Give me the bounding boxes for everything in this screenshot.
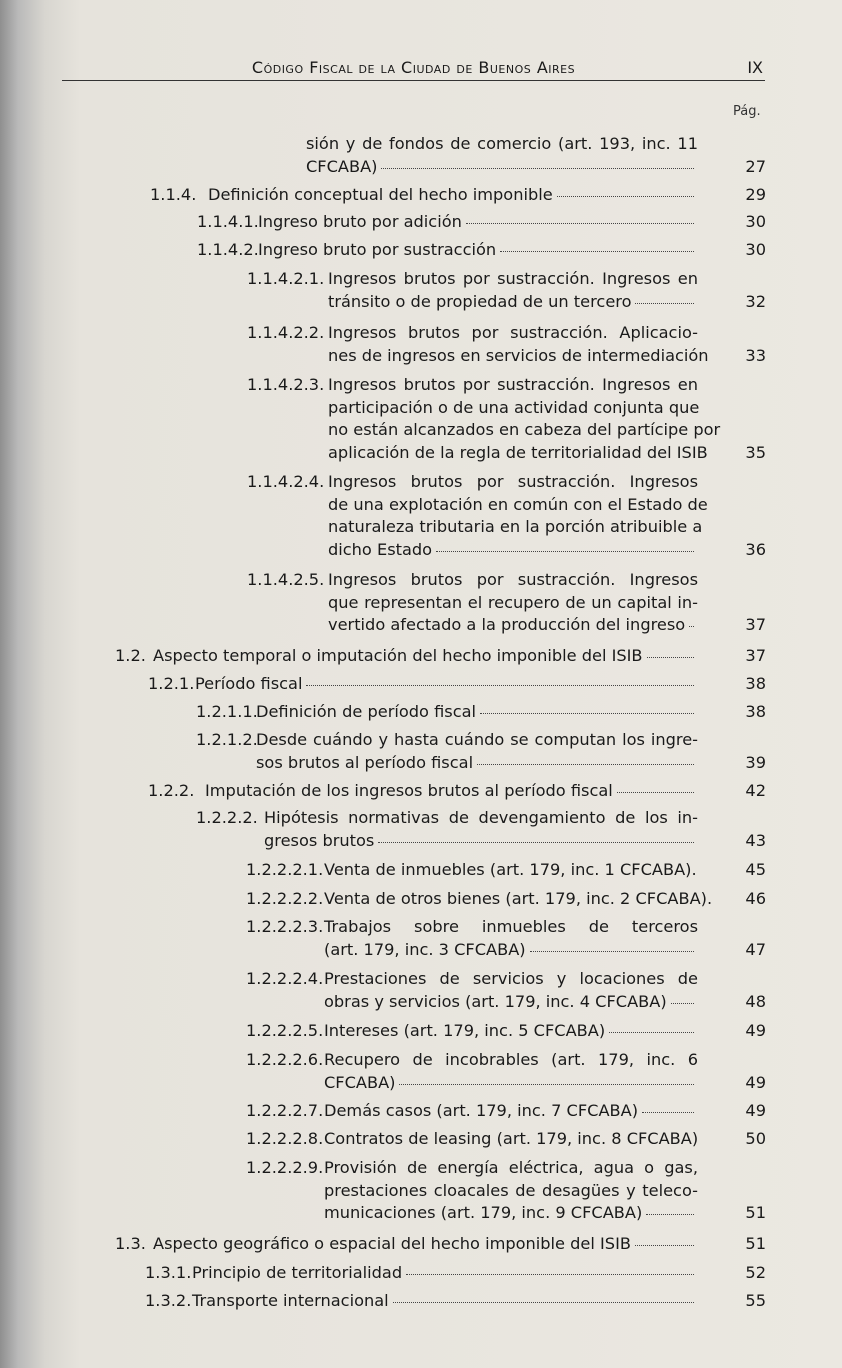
toc-entry-page: 39 (745, 752, 766, 772)
toc-entry-line: Trabajos sobre inmuebles de terceros (324, 917, 698, 936)
toc-entry-line: vertido afectado a la producción del ingreso (328, 615, 686, 634)
dot-leader (381, 168, 694, 169)
toc-entry-line: Demás casos (art. 179, inc. 7 CFCABA) (324, 1101, 639, 1120)
toc-entry-line: Hipótesis normativas de devengamiento de los in- (264, 808, 698, 827)
toc-entry-title (324, 888, 713, 911)
toc-entry-title (324, 1100, 698, 1123)
toc-entry-page: 30 (745, 212, 766, 231)
toc-entry-number: 1.2.1. (148, 674, 195, 693)
toc-entry-number: 1.2.2.2. (196, 808, 258, 827)
toc-entry-title (153, 1233, 698, 1256)
dot-leader (393, 1302, 694, 1303)
toc-entry-line: Ingresos brutos por sustracción. Ingresos (328, 472, 698, 491)
dot-leader (378, 842, 694, 843)
toc-entry-page: 30 (745, 240, 766, 259)
toc-entry-line: sión y de fondos de comercio (art. 193, inc. 11 (306, 134, 698, 153)
toc-entry-line: Definición de período fiscal (256, 702, 477, 721)
toc-entry-page: 27 (745, 156, 766, 176)
running-header (62, 54, 765, 81)
toc-entry-page: 55 (745, 1291, 766, 1310)
toc-entry-page: 50 (745, 1129, 766, 1148)
toc-entry-title (324, 916, 698, 961)
toc-entry-line: Contratos de leasing (art. 179, inc. 8 CFCABA) (324, 1129, 699, 1148)
toc-entry-number: 1.1.4.2.2. (247, 323, 325, 342)
toc-entry-number: 1.2.1.1. (196, 702, 258, 721)
dot-leader (399, 1084, 694, 1085)
page-column-label: Pág. (733, 104, 761, 119)
dot-leader (477, 764, 694, 765)
toc-entry-page: 38 (745, 702, 766, 721)
toc-entry-page: 47 (745, 939, 766, 959)
toc-entry-line: Aspecto temporal o imputación del hecho imponible del ISIB (153, 646, 643, 665)
dot-leader (617, 792, 694, 793)
toc-entry-page: 36 (745, 539, 766, 559)
toc-entry-number: 1.2.2.2.2. (246, 889, 324, 908)
toc-entry-title (306, 133, 698, 178)
toc-entry-line: CFCABA) (306, 156, 378, 176)
dot-leader (500, 251, 694, 252)
dot-leader (646, 1214, 694, 1215)
dot-leader (635, 1245, 694, 1246)
dot-leader (689, 626, 694, 627)
toc-entry-title (205, 780, 698, 803)
toc-entry-title (328, 268, 698, 313)
toc-entry-number: 1.3.1. (145, 1263, 192, 1282)
toc-entry-number: 1.1.4.1. (197, 212, 259, 231)
toc-entry-title (256, 729, 698, 774)
toc-entry-line: Definición conceptual del hecho imponible (208, 185, 553, 204)
toc-entry-line: Provisión de energía eléctrica, agua o gas, (324, 1158, 698, 1177)
toc-entry-title (328, 569, 698, 637)
dot-leader (557, 196, 694, 197)
toc-entry-number: 1.2. (115, 646, 146, 665)
toc-entry-number: 1.1.4.2. (197, 240, 259, 259)
toc-entry-page: 49 (745, 1072, 766, 1092)
toc-entry-number: 1.1.4.2.4. (247, 472, 325, 491)
toc-entry-page: 33 (745, 345, 766, 365)
toc-entry-title (256, 701, 698, 724)
toc-entry-line: dicho Estado (328, 539, 433, 559)
toc-entry-title (324, 1128, 698, 1151)
toc-entry-title (195, 673, 698, 696)
dot-leader (671, 1003, 694, 1004)
toc-entry-line: Período fiscal (195, 674, 303, 693)
toc-entry-line: Principio de territorialidad (192, 1263, 403, 1282)
toc-entry-page: 52 (745, 1263, 766, 1282)
toc-entry-line: municaciones (art. 179, inc. 9 CFCABA) (324, 1203, 643, 1222)
toc-entry-title (324, 1049, 698, 1094)
toc-entry-line: nes de ingresos en servicios de intermediación (328, 345, 709, 365)
toc-entry-title (208, 184, 698, 207)
toc-entry-line: Recupero de incobrables (art. 179, inc. 6 (324, 1050, 698, 1069)
dot-leader (436, 551, 694, 552)
toc-entry-page: 49 (745, 1021, 766, 1040)
toc-entry-line: prestaciones cloacales de desagües y teleco- (324, 1180, 698, 1200)
toc-entry-line: sos brutos al período fiscal (256, 752, 474, 772)
toc-entry-title (324, 1020, 698, 1043)
toc-entry-line: gresos brutos (264, 830, 375, 850)
toc-entry-line: Intereses (art. 179, inc. 5 CFCABA) (324, 1021, 606, 1040)
toc-entry-title (324, 1157, 698, 1225)
toc-entry-line: Venta de inmuebles (art. 179, inc. 1 CFCABA). (324, 860, 697, 879)
toc-entry-number: 1.3. (115, 1234, 146, 1253)
toc-entry-line: aplicación de la regla de territorialidad del ISIB (328, 442, 708, 462)
dot-leader (466, 223, 694, 224)
toc-entry-number: 1.1.4.2.5. (247, 570, 325, 589)
toc-entry-number: 1.2.2.2.5. (246, 1021, 324, 1040)
toc-entry-number: 1.2.2. (148, 781, 195, 800)
toc-entry-line: CFCABA) (324, 1072, 396, 1092)
toc-entry-title (258, 211, 698, 234)
toc-entry-page: 38 (745, 674, 766, 693)
toc-entry-page: 46 (745, 889, 766, 908)
header-page-number: IX (747, 58, 763, 77)
toc-entry-title (324, 859, 698, 882)
toc-entry-line: no están alcanzados en cabeza del partícipe por (328, 420, 721, 439)
running-header-title: Código Fiscal de la Ciudad de Buenos Aires (251, 58, 576, 77)
dot-leader (635, 303, 694, 304)
toc-entry-number: 1.2.2.2.6. (246, 1050, 324, 1069)
toc-entry-page: 32 (745, 291, 766, 311)
toc-entry-page: 37 (745, 615, 766, 634)
toc-entry-number: 1.2.2.2.3. (246, 917, 324, 936)
toc-entry-title (192, 1290, 698, 1313)
toc-entry-page: 51 (745, 1203, 766, 1222)
toc-entry-number: 1.1.4. (150, 185, 197, 204)
dot-leader (480, 713, 694, 714)
toc-entry-title (328, 374, 721, 464)
dot-leader (406, 1274, 694, 1275)
toc-entry-page: 43 (745, 830, 766, 850)
toc-entry-page: 48 (745, 991, 766, 1011)
toc-entry-line: obras y servicios (art. 179, inc. 4 CFCABA) (324, 991, 667, 1011)
toc-entry-number: 1.1.4.2.1. (247, 269, 325, 288)
toc-entry-line: (art. 179, inc. 3 CFCABA) (324, 939, 526, 959)
toc-entry-title (153, 645, 698, 668)
dot-leader (642, 1112, 694, 1113)
toc-entry-line: Ingreso bruto por sustracción (258, 240, 497, 259)
toc-entry-title (328, 471, 708, 561)
toc-entry-number: 1.2.2.2.8. (246, 1129, 324, 1148)
toc-entry-title (328, 322, 709, 367)
toc-entry-line: tránsito o de propiedad de un tercero (328, 291, 632, 311)
toc-entry-number: 1.2.2.2.4. (246, 969, 324, 988)
toc-entry-number: 1.2.1.2. (196, 730, 258, 749)
toc-entry-page: 49 (745, 1101, 766, 1120)
toc-entry-line: Ingreso bruto por adición (258, 212, 462, 231)
toc-entry-line: Transporte internacional (192, 1291, 389, 1310)
toc-entry-line: Desde cuándo y hasta cuándo se computan los ingre- (256, 730, 698, 749)
toc-entry-number: 1.2.2.2.1. (246, 860, 324, 879)
toc-entry-line: Ingresos brutos por sustracción. Ingresos en (328, 375, 698, 394)
toc-entry-page: 37 (745, 646, 766, 665)
toc-entry-line: de una explotación en común con el Estado de (328, 494, 708, 514)
toc-entry-title (264, 807, 698, 852)
dot-leader (647, 657, 694, 658)
toc-entry-number: 1.3.2. (145, 1291, 192, 1310)
toc-entry-line: Ingresos brutos por sustracción. Aplicacio- (328, 323, 698, 342)
toc-entry-line: Ingresos brutos por sustracción. Ingresos en (328, 269, 698, 288)
toc-entry-line: participación o de una actividad conjunta que (328, 397, 700, 417)
dot-leader (306, 685, 694, 686)
toc-entry-line: Imputación de los ingresos brutos al período fiscal (205, 781, 613, 800)
toc-entry-title (192, 1262, 698, 1285)
toc-entry-number: 1.2.2.2.9. (246, 1158, 324, 1177)
toc-entry-page: 29 (745, 185, 766, 204)
dot-leader (530, 951, 694, 952)
toc-entry-number: 1.1.4.2.3. (247, 375, 325, 394)
toc-entry-number: 1.2.2.2.7. (246, 1101, 324, 1120)
toc-entry-line: Ingresos brutos por sustracción. Ingresos (328, 570, 698, 589)
toc-entry-page: 35 (745, 442, 766, 462)
toc-entry-line: naturaleza tributaria en la porción atribuible a (328, 517, 703, 536)
toc-entry-title (324, 968, 698, 1013)
toc-entry-page: 51 (745, 1234, 766, 1253)
toc-entry-title (258, 239, 698, 262)
toc-entry-line: Prestaciones de servicios y locaciones de (324, 969, 698, 988)
dot-leader (609, 1032, 694, 1033)
toc-entry-page: 45 (745, 860, 766, 879)
toc-entry-line: Venta de otros bienes (art. 179, inc. 2 CFCABA). (324, 889, 713, 908)
toc-entry-line: Aspecto geográfico o espacial del hecho imponible del ISIB (153, 1234, 631, 1253)
toc-entry-page: 42 (745, 781, 766, 800)
toc-entry-line: que representan el recupero de un capital in- (328, 592, 698, 612)
